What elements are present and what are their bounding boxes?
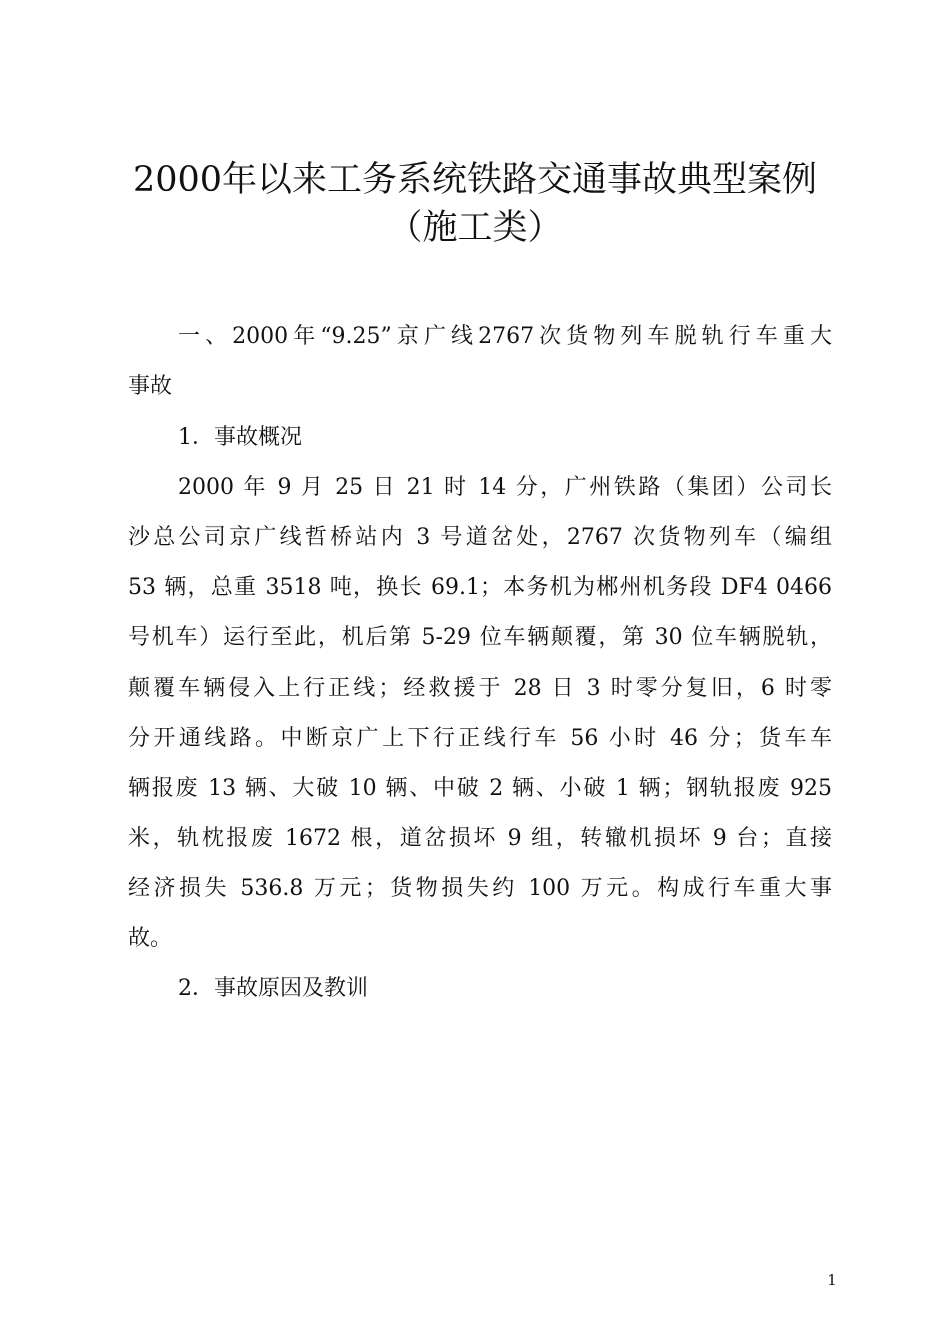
paragraph-line: 故。 [128,926,173,951]
page-number: 1 [827,1271,837,1289]
section-heading: 一、2000年“9.25”京广线2767次货物列车脱轨行车重大 [178,324,832,349]
section-heading-continued: 事故 [128,374,173,399]
subsection-heading-overview: 1．事故概况 [178,425,302,450]
paragraph-line: 53 辆，总重 3518 吨，换长 69.1；本务机为郴州机务段 DF4 0466 [128,575,832,600]
paragraph-line: 号机车）运行至此，机后第 5-29 位车辆颠覆，第 30 位车辆脱轨， [128,625,832,650]
paragraph-line: 颠覆车辆侵入上行正线；经救援于 28 日 3 时零分复旧，6 时零 [128,676,832,701]
document-subtitle: （施工类） [387,208,563,248]
document-title: 2000年以来工务系统铁路交通事故典型案例 [132,160,818,200]
paragraph-line: 辆报废 13 辆、大破 10 辆、中破 2 辆、小破 1 辆；钢轨报废 925 [128,776,832,801]
paragraph-line: 经济损失 536.8 万元；货物损失约 100 万元。构成行车重大事 [128,876,832,901]
paragraph-line: 沙总公司京广线哲桥站内 3 号道岔处，2767 次货物列车（编组 [128,525,832,550]
paragraph-line: 分开通线路。中断京广上下行正线行车 56 小时 46 分；货车车 [128,726,832,751]
paragraph-line: 米，轨枕报废 1672 根，道岔损坏 9 组，转辙机损坏 9 台；直接 [128,826,832,851]
paragraph-line: 2000 年 9 月 25 日 21 时 14 分，广州铁路（集团）公司长 [178,475,832,500]
subsection-heading-cause: 2．事故原因及教训 [178,976,368,1001]
